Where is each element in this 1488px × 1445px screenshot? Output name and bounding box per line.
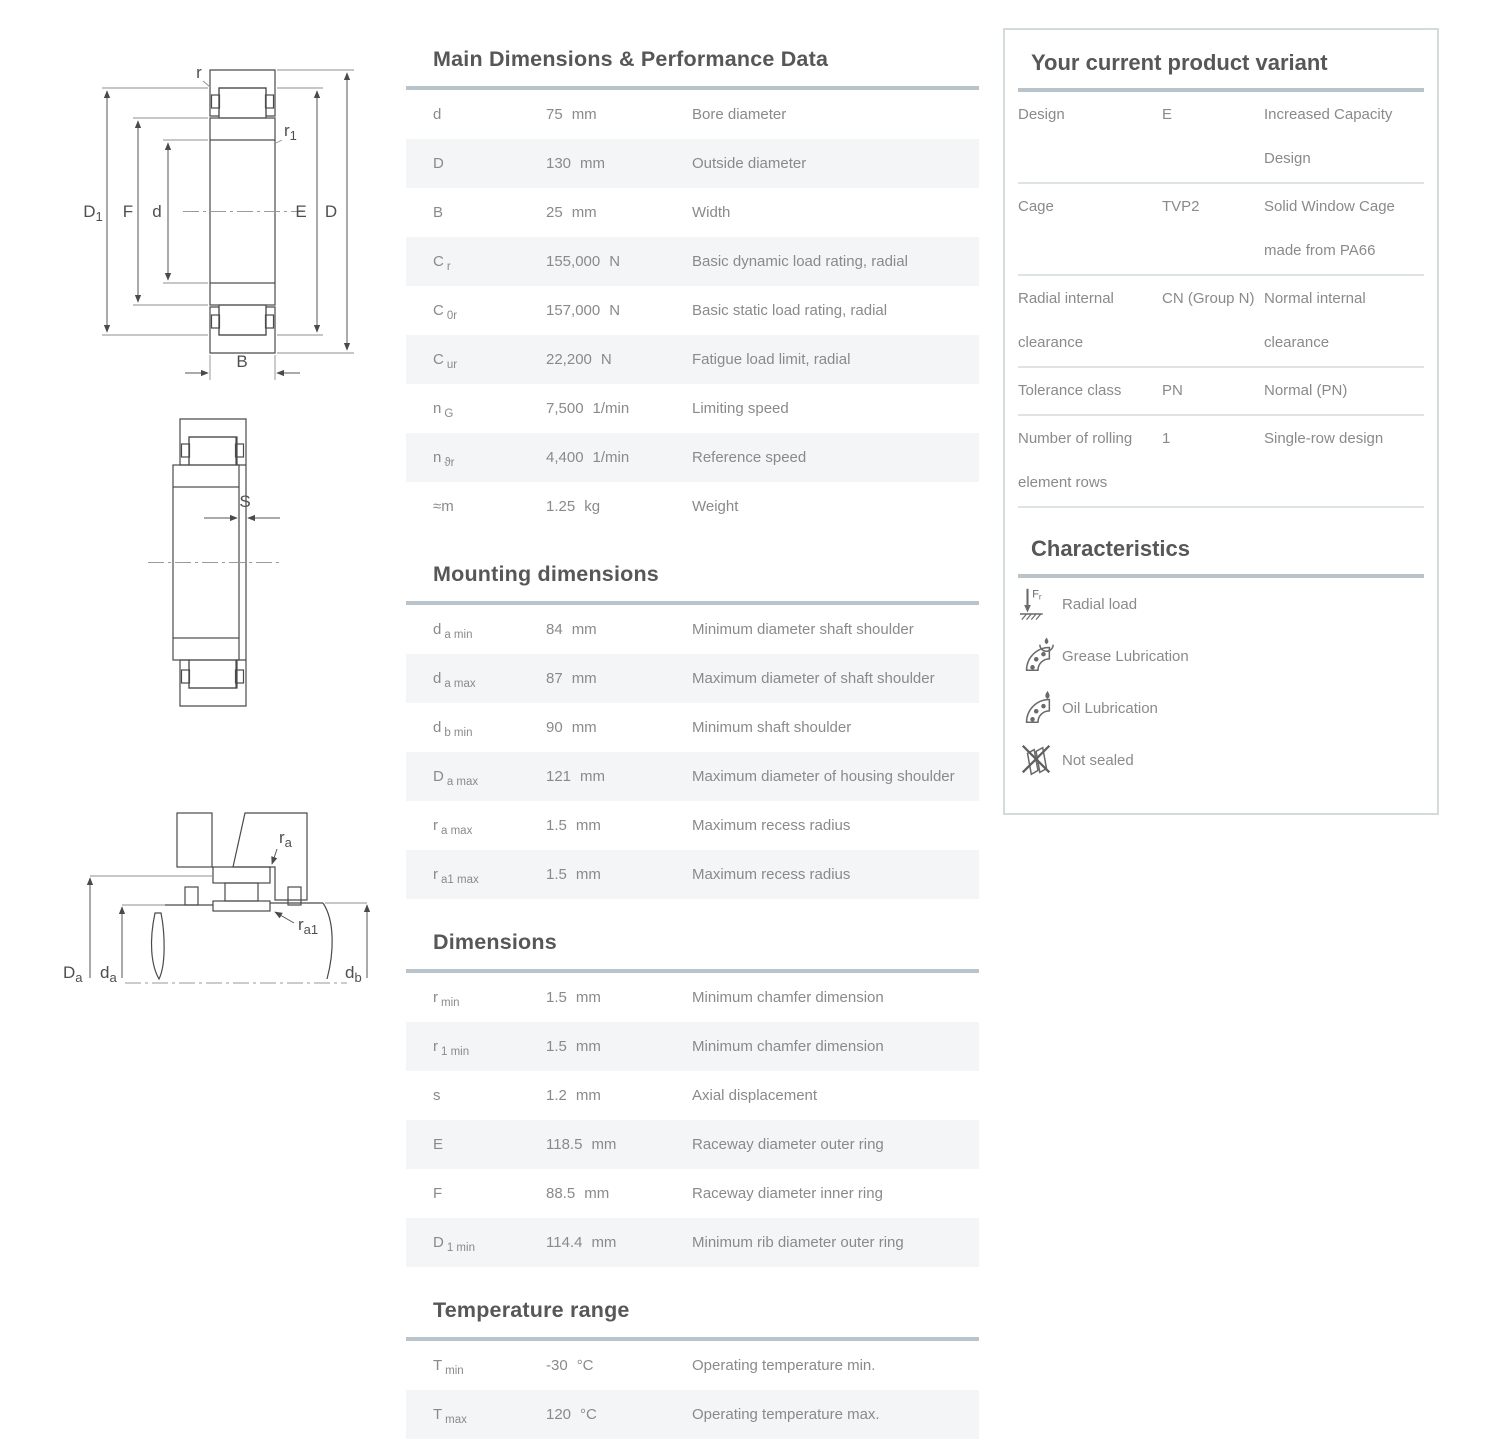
characteristic-label: Grease Lubrication xyxy=(1062,647,1189,665)
param-description: Minimum rib diameter outer ring xyxy=(692,1234,904,1251)
param-description: Minimum chamfer dimension xyxy=(692,1038,884,1055)
table-row xyxy=(406,1120,979,1169)
table-row xyxy=(406,1022,979,1071)
table-row xyxy=(406,237,979,286)
variant-description: Solid Window Cage made from PA66 xyxy=(1264,198,1395,259)
param-description: Minimum shaft shoulder xyxy=(692,719,852,736)
param-value: 114.4 mm xyxy=(546,1234,617,1251)
param-symbol: r $_{a1 max}$ xyxy=(433,866,479,886)
param-value: 84 mm xyxy=(546,621,597,638)
param-symbol: D $_{a max}$ xyxy=(433,768,479,788)
dim-label-r: r xyxy=(196,63,202,82)
dim-label-ra: $r_a$ xyxy=(279,828,292,850)
section-title: Temperature range xyxy=(433,1298,630,1322)
table-row xyxy=(406,188,979,237)
param-unit: 1/min xyxy=(592,400,630,417)
param-value: 25 mm xyxy=(546,204,597,221)
param-symbol: B xyxy=(433,204,444,221)
section-dimensions xyxy=(406,929,979,1267)
param-symbol: ≈m xyxy=(433,498,454,515)
param-value: 155,000 N xyxy=(546,253,621,270)
product-variant-panel xyxy=(1003,28,1439,815)
characteristic-oil-lubrication xyxy=(1018,682,1424,734)
param-value: 1.2 mm xyxy=(546,1087,601,1104)
variant-value: PN xyxy=(1162,382,1183,399)
radial-load-icon xyxy=(1018,584,1062,624)
param-value: 7,500 1/min xyxy=(546,400,630,417)
dim-label-F: F xyxy=(122,202,134,221)
param-unit: kg xyxy=(584,498,601,515)
param-symbol: d xyxy=(433,106,442,123)
table-row xyxy=(406,1341,979,1390)
param-symbol: D $_{1 min}$ xyxy=(433,1234,475,1254)
param-description: Operating temperature max. xyxy=(692,1406,880,1423)
param-unit: N xyxy=(609,302,621,319)
table-row xyxy=(406,605,979,654)
param-symbol: r $_{a max}$ xyxy=(433,817,473,837)
table-row xyxy=(406,703,979,752)
param-symbol: T $_{min}$ xyxy=(433,1357,464,1377)
mounting-dimensions-diagram xyxy=(45,795,393,1013)
param-unit: mm xyxy=(575,1038,601,1055)
variant-row xyxy=(1018,416,1424,508)
param-value: 120 °C xyxy=(546,1406,597,1423)
param-symbol: C $_{0r}$ xyxy=(433,302,458,322)
param-symbol: d $_{a min}$ xyxy=(433,621,473,641)
table-row xyxy=(406,384,979,433)
param-unit: mm xyxy=(591,1234,617,1251)
param-symbol: d $_{b min}$ xyxy=(433,719,473,739)
param-value: 157,000 N xyxy=(546,302,621,319)
param-unit: mm xyxy=(580,155,606,172)
characteristic-label: Oil Lubrication xyxy=(1062,699,1158,717)
param-unit: mm xyxy=(584,1185,610,1202)
table-row xyxy=(406,752,979,801)
table-row xyxy=(406,850,979,899)
param-symbol: n $_{ϑr}$ xyxy=(433,449,455,469)
param-value: 1.25 kg xyxy=(546,498,601,515)
param-description: Outside diameter xyxy=(692,155,807,172)
table-row xyxy=(406,139,979,188)
table-body xyxy=(406,605,979,899)
param-value: 4,400 1/min xyxy=(546,449,630,466)
dim-label-E: E xyxy=(295,202,307,221)
param-value: 1.5 mm xyxy=(546,817,601,834)
param-value: 87 mm xyxy=(546,670,597,687)
section-temperature-range xyxy=(406,1297,979,1439)
characteristic-radial-load xyxy=(1018,578,1424,630)
section-title: Dimensions xyxy=(433,930,557,954)
dim-label-D1: $D_1$ xyxy=(83,202,103,224)
variant-description: Increased Capacity Design xyxy=(1264,106,1393,167)
variant-value: TVP2 xyxy=(1162,198,1200,215)
section-title: Main Dimensions & Performance Data xyxy=(433,47,829,71)
param-value: 121 mm xyxy=(546,768,606,785)
variant-label: Tolerance class xyxy=(1018,382,1122,399)
param-description: Width xyxy=(692,204,731,221)
param-value: 1.5 mm xyxy=(546,1038,601,1055)
param-symbol: T $_{max}$ xyxy=(433,1406,467,1426)
characteristics-title: Characteristics xyxy=(1031,536,1190,561)
param-unit: °C xyxy=(580,1406,597,1423)
variant-label: Radial internal clearance xyxy=(1018,290,1114,351)
variant-description: Single-row design xyxy=(1264,430,1384,447)
dim-label-Da: $D_a$ xyxy=(63,963,83,985)
param-unit: mm xyxy=(571,719,597,736)
variant-label: Design xyxy=(1018,106,1065,123)
param-symbol: D xyxy=(433,155,444,172)
table-row xyxy=(406,1390,979,1439)
param-symbol: s xyxy=(433,1087,441,1104)
param-symbol: F xyxy=(433,1185,443,1202)
param-symbol: C $_{ur}$ xyxy=(433,351,458,371)
param-description: Operating temperature min. xyxy=(692,1357,876,1374)
param-unit: mm xyxy=(571,621,597,638)
param-description: Maximum diameter of housing shoulder xyxy=(692,768,955,785)
param-description: Limiting speed xyxy=(692,400,789,417)
param-description: Weight xyxy=(692,498,739,515)
variant-description: Normal (PN) xyxy=(1264,382,1348,399)
dim-label-r1: $r_1$ xyxy=(284,121,297,143)
characteristic-grease-lubrication xyxy=(1018,630,1424,682)
dim-label-S: S xyxy=(239,492,251,511)
table-row xyxy=(406,973,979,1022)
characteristic-label: Not sealed xyxy=(1062,751,1134,769)
param-description: Maximum recess radius xyxy=(692,866,851,883)
variant-label: Number of rolling element rows xyxy=(1018,430,1133,491)
param-symbol: r $_{min}$ xyxy=(433,989,460,1009)
param-symbol: E xyxy=(433,1136,444,1153)
table-row xyxy=(406,335,979,384)
param-value: 130 mm xyxy=(546,155,606,172)
param-unit: mm xyxy=(575,1087,601,1104)
param-unit: mm xyxy=(571,204,597,221)
param-description: Bore diameter xyxy=(692,106,787,123)
param-unit: 1/min xyxy=(592,449,630,466)
variant-value: 1 xyxy=(1162,430,1171,447)
param-symbol: n $_G$ xyxy=(433,400,454,420)
param-unit: mm xyxy=(571,670,597,687)
param-unit: mm xyxy=(571,106,597,123)
svg-text:Fr: $F_r$ xyxy=(1032,588,1042,602)
table-row xyxy=(406,286,979,335)
param-unit: mm xyxy=(580,768,606,785)
not-sealed-icon xyxy=(1018,740,1062,780)
param-symbol: d $_{a max}$ xyxy=(433,670,476,690)
table-row xyxy=(406,90,979,139)
param-description: Minimum diameter shaft shoulder xyxy=(692,621,914,638)
param-description: Basic static load rating, radial xyxy=(692,302,888,319)
variant-description: Normal internal clearance xyxy=(1264,290,1366,351)
table-row xyxy=(406,433,979,482)
param-description: Axial displacement xyxy=(692,1087,818,1104)
dim-label-D: D xyxy=(324,202,338,221)
param-unit: mm xyxy=(575,989,601,1006)
param-description: Maximum diameter of shaft shoulder xyxy=(692,670,935,687)
table-body xyxy=(406,90,979,531)
param-unit: mm xyxy=(575,817,601,834)
grease-lubrication-icon xyxy=(1018,636,1062,676)
param-value: 90 mm xyxy=(546,719,597,736)
variant-value: CN (Group N) xyxy=(1162,290,1255,307)
variant-label: Cage xyxy=(1018,198,1054,215)
param-value: 22,200 N xyxy=(546,351,612,368)
variant-row xyxy=(1018,92,1424,184)
param-description: Raceway diameter inner ring xyxy=(692,1185,883,1202)
characteristic-label: Radial load xyxy=(1062,595,1138,613)
variant-value: E xyxy=(1162,106,1173,123)
param-description: Basic dynamic load rating, radial xyxy=(692,253,908,270)
table-body xyxy=(406,1341,979,1439)
variant-row xyxy=(1018,276,1424,368)
param-unit: mm xyxy=(575,866,601,883)
oil-lubrication-icon xyxy=(1018,688,1062,728)
characteristic-not-sealed xyxy=(1018,734,1424,786)
section-main-dimensions xyxy=(406,46,979,531)
table-body xyxy=(406,973,979,1267)
table-row xyxy=(406,1071,979,1120)
param-description: Maximum recess radius xyxy=(692,817,851,834)
param-unit: °C xyxy=(576,1357,594,1374)
variant-row xyxy=(1018,368,1424,416)
dim-label-d: d xyxy=(152,202,162,221)
variant-table xyxy=(1018,92,1424,508)
variant-panel-title: Your current product variant xyxy=(1031,50,1328,75)
param-value: 75 mm xyxy=(546,106,597,123)
param-description: Minimum chamfer dimension xyxy=(692,989,884,1006)
dim-label-B: B xyxy=(236,352,248,371)
param-unit: mm xyxy=(591,1136,617,1153)
table-row xyxy=(406,801,979,850)
param-description: Raceway diameter outer ring xyxy=(692,1136,884,1153)
dim-label-ra1: $r_{a1}$ xyxy=(298,915,319,937)
spec-tables-column xyxy=(406,46,979,1439)
param-value: 1.5 mm xyxy=(546,989,601,1006)
param-description: Fatigue load limit, radial xyxy=(692,351,851,368)
param-value: -30 °C xyxy=(546,1357,594,1374)
param-value: 1.5 mm xyxy=(546,866,601,883)
variant-row xyxy=(1018,184,1424,276)
axial-displacement-diagram xyxy=(148,405,392,723)
table-row xyxy=(406,1169,979,1218)
bearing-cross-section-diagram xyxy=(38,48,390,386)
param-symbol: r $_{1 min}$ xyxy=(433,1038,470,1058)
section-title: Mounting dimensions xyxy=(433,562,659,586)
param-unit: N xyxy=(609,253,621,270)
section-mounting-dimensions xyxy=(406,561,979,899)
table-row xyxy=(406,482,979,531)
param-symbol: C $_r$ xyxy=(433,253,451,273)
param-value: 118.5 mm xyxy=(546,1136,617,1153)
table-row xyxy=(406,654,979,703)
param-unit: N xyxy=(600,351,612,368)
dim-label-da: $d_a$ xyxy=(100,963,117,985)
dim-label-db: $d_b$ xyxy=(345,963,362,985)
param-value: 88.5 mm xyxy=(546,1185,610,1202)
table-row xyxy=(406,1218,979,1267)
param-description: Reference speed xyxy=(692,449,807,466)
